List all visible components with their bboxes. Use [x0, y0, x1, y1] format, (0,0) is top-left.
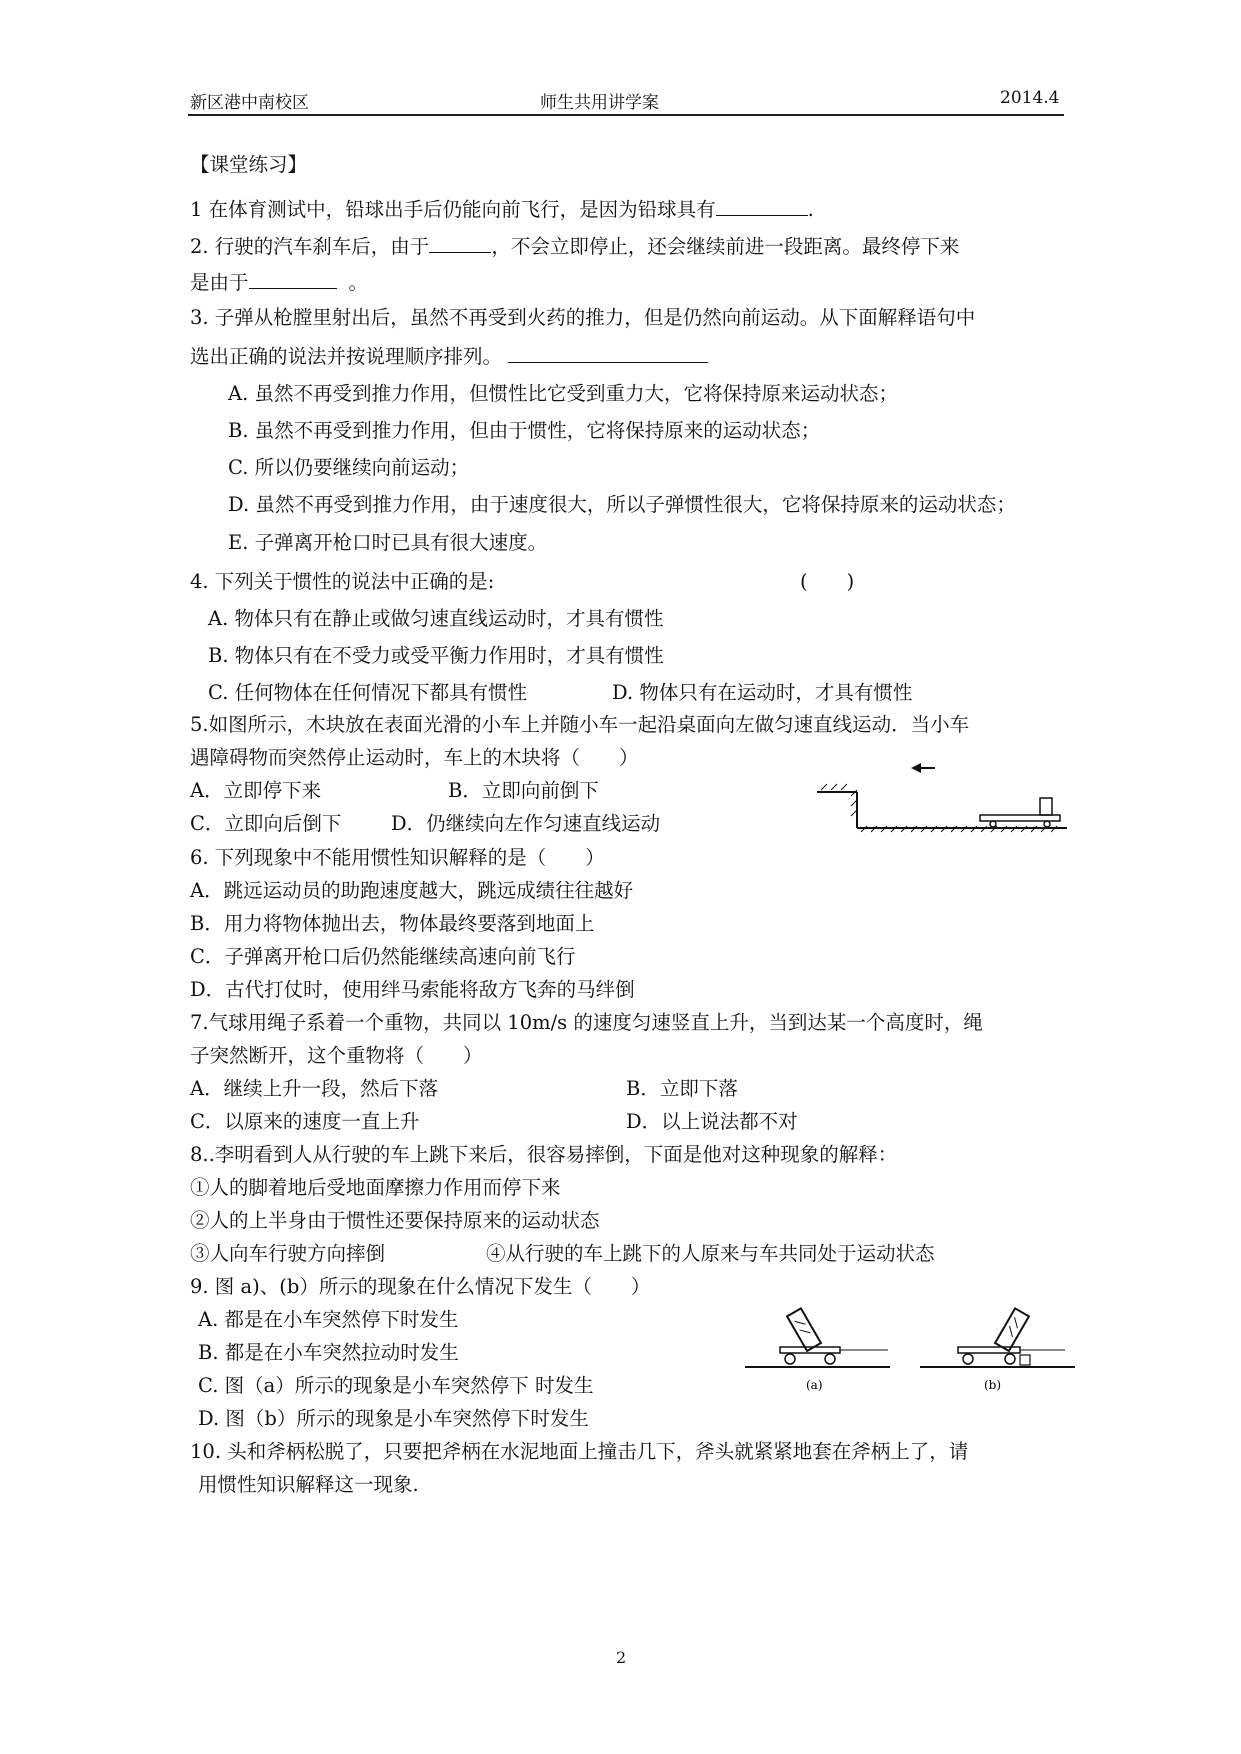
figure-a-label: (a): [806, 1378, 823, 1392]
q7-line1: 7.气球用绳子系着一个重物，共同以 10m/s 的速度匀速竖直上升，当到达某一个高度时，绳: [190, 1011, 983, 1034]
q2-text-a: 2. 行驶的汽车刹车后，由于: [190, 235, 430, 258]
q8-item-1: ①人的脚着地后受地面摩擦力作用而停下来: [190, 1176, 561, 1199]
q3-option-a: A. 虽然不再受到推力作用，但惯性比它受到重力大，它将保持原来运动状态；: [228, 382, 898, 405]
section-title: 【课堂练习】: [190, 153, 308, 176]
q9-option-d: D. 图（b）所示的现象是小车突然停下时发生: [198, 1407, 589, 1430]
q9-option-c: C. 图（a）所示的现象是小车突然停下 时发生: [198, 1374, 594, 1397]
q4-option-d: D. 物体只有在运动时，才具有惯性: [612, 681, 913, 704]
q3-option-b: B. 虽然不再受到推力作用，但由于惯性，它将保持原来的运动状态；: [228, 419, 821, 442]
q2-text-c: 是由于: [190, 271, 249, 294]
figure-a: [745, 1308, 890, 1367]
q10-line1: 10. 头和斧柄松脱了，只要把斧柄在水泥地面上撞击几下，斧头就紧紧地套在斧柄上了，请: [190, 1440, 969, 1463]
q7-option-c: C．以原来的速度一直上升: [190, 1110, 420, 1133]
q9-option-a: A. 都是在小车突然停下时发生: [198, 1308, 459, 1331]
q8-stem: 8..李明看到人从行驶的车上跳下来后，很容易摔倒，下面是他对这种现象的解释：: [190, 1143, 898, 1166]
page-number: 2: [616, 1648, 627, 1667]
q4-stem: 4. 下列关于惯性的说法中正确的是:: [190, 570, 495, 593]
header-title: 师生共用讲学案: [540, 93, 659, 113]
q5-option-d: D．仍继续向左作匀速直线运动: [391, 812, 661, 835]
q5-line2: 遇障碍物而突然停止运动时，车上的木块将（ ）: [190, 746, 639, 769]
q3-option-e: E. 子弹离开枪口时已具有很大速度。: [228, 531, 548, 554]
q3-option-d: D. 虽然不再受到推力作用，由于速度很大，所以子弹惯性很大，它将保持原来的运动状态；: [228, 493, 1016, 516]
q3-text: 选出正确的说法并按说理顺序排列。: [190, 345, 503, 368]
q8-item-4: ④从行驶的车上跳下的人原来与车共同处于运动状态: [486, 1242, 935, 1265]
q9-stem: 9. 图 a)、(b）所示的现象在什么情况下发生（ ）: [190, 1275, 651, 1298]
q4-paren: ( ): [800, 570, 855, 593]
q1-line: [190, 195, 814, 223]
header-rule: [188, 114, 1064, 116]
q6-option-a: A．跳远运动员的助跑速度越大，跳远成绩往往越好: [190, 879, 634, 902]
q3-line2: [190, 342, 708, 370]
arrow-left-icon: [911, 763, 921, 773]
q9-figure-carts: [740, 1285, 1080, 1395]
q2-blank1: [429, 232, 491, 253]
q6-option-d: D．古代打仗时，使用绊马索能将敌方飞奔的马绊倒: [190, 978, 635, 1001]
q5-option-c: C．立即向后倒下: [190, 812, 342, 835]
q5-option-b: B．立即向前倒下: [448, 779, 599, 802]
q2-blank2: [249, 268, 337, 289]
q7-option-d: D．以上说法都不对: [626, 1110, 798, 1133]
q8-item-3: ③人向车行驶方向摔倒: [190, 1242, 386, 1265]
q5-line1: 5.如图所示，木块放在表面光滑的小车上并随小车一起沿桌面向左做匀速直线运动．当小车: [190, 713, 970, 736]
q6-option-b: B．用力将物体抛出去，物体最终要落到地面上: [190, 912, 595, 935]
q6-option-c: C．子弹离开枪口后仍然能继续高速向前飞行: [190, 945, 576, 968]
q2-text-b: ，不会立即停止，还会继续前进一段距离。最终停下来: [491, 235, 960, 258]
q3-line1: 3. 子弹从枪膛里射出后，虽然不再受到火药的推力，但是仍然向前运动。从下面解释语句中: [190, 306, 976, 329]
q5-figure-cart-on-table: [815, 760, 1070, 840]
figure-b-label: (b): [984, 1378, 1002, 1392]
q1-text: 1 在体育测试中，铅球出手后仍能向前飞行，是因为铅球具有: [190, 198, 716, 221]
q7-option-a: A．继续上升一段，然后下落: [190, 1077, 439, 1100]
figure-b: [920, 1308, 1075, 1367]
q3-blank: [508, 342, 708, 363]
q8-item-2: ②人的上半身由于惯性还要保持原来的运动状态: [190, 1209, 600, 1232]
q2-line1: [190, 232, 959, 260]
q2-end: 。: [348, 271, 369, 294]
header-date: 2014.4: [1000, 88, 1060, 108]
q9-option-b: B. 都是在小车突然拉动时发生: [198, 1341, 459, 1364]
q6-stem: 6. 下列现象中不能用惯性知识解释的是（ ）: [190, 846, 605, 869]
q1-end: .: [807, 198, 814, 221]
q5-option-a: A．立即停下来: [190, 779, 322, 802]
q10-line2: 用惯性知识解释这一现象.: [198, 1473, 419, 1496]
q4-option-a: A. 物体只有在静止或做匀速直线运动时，才具有惯性: [208, 607, 664, 630]
header-school: 新区港中南校区: [190, 93, 309, 113]
q4-option-b: B. 物体只有在不受力或受平衡力作用时，才具有惯性: [208, 644, 664, 667]
q7-option-b: B．立即下落: [626, 1077, 738, 1100]
q4-option-c: C. 任何物体在任何情况下都具有惯性: [208, 681, 528, 704]
q7-line2: 子突然断开，这个重物将（ ）: [190, 1044, 483, 1067]
q1-blank: [716, 195, 808, 216]
q3-option-c: C. 所以仍要继续向前运动；: [228, 456, 470, 479]
q2-line2: [190, 268, 368, 296]
